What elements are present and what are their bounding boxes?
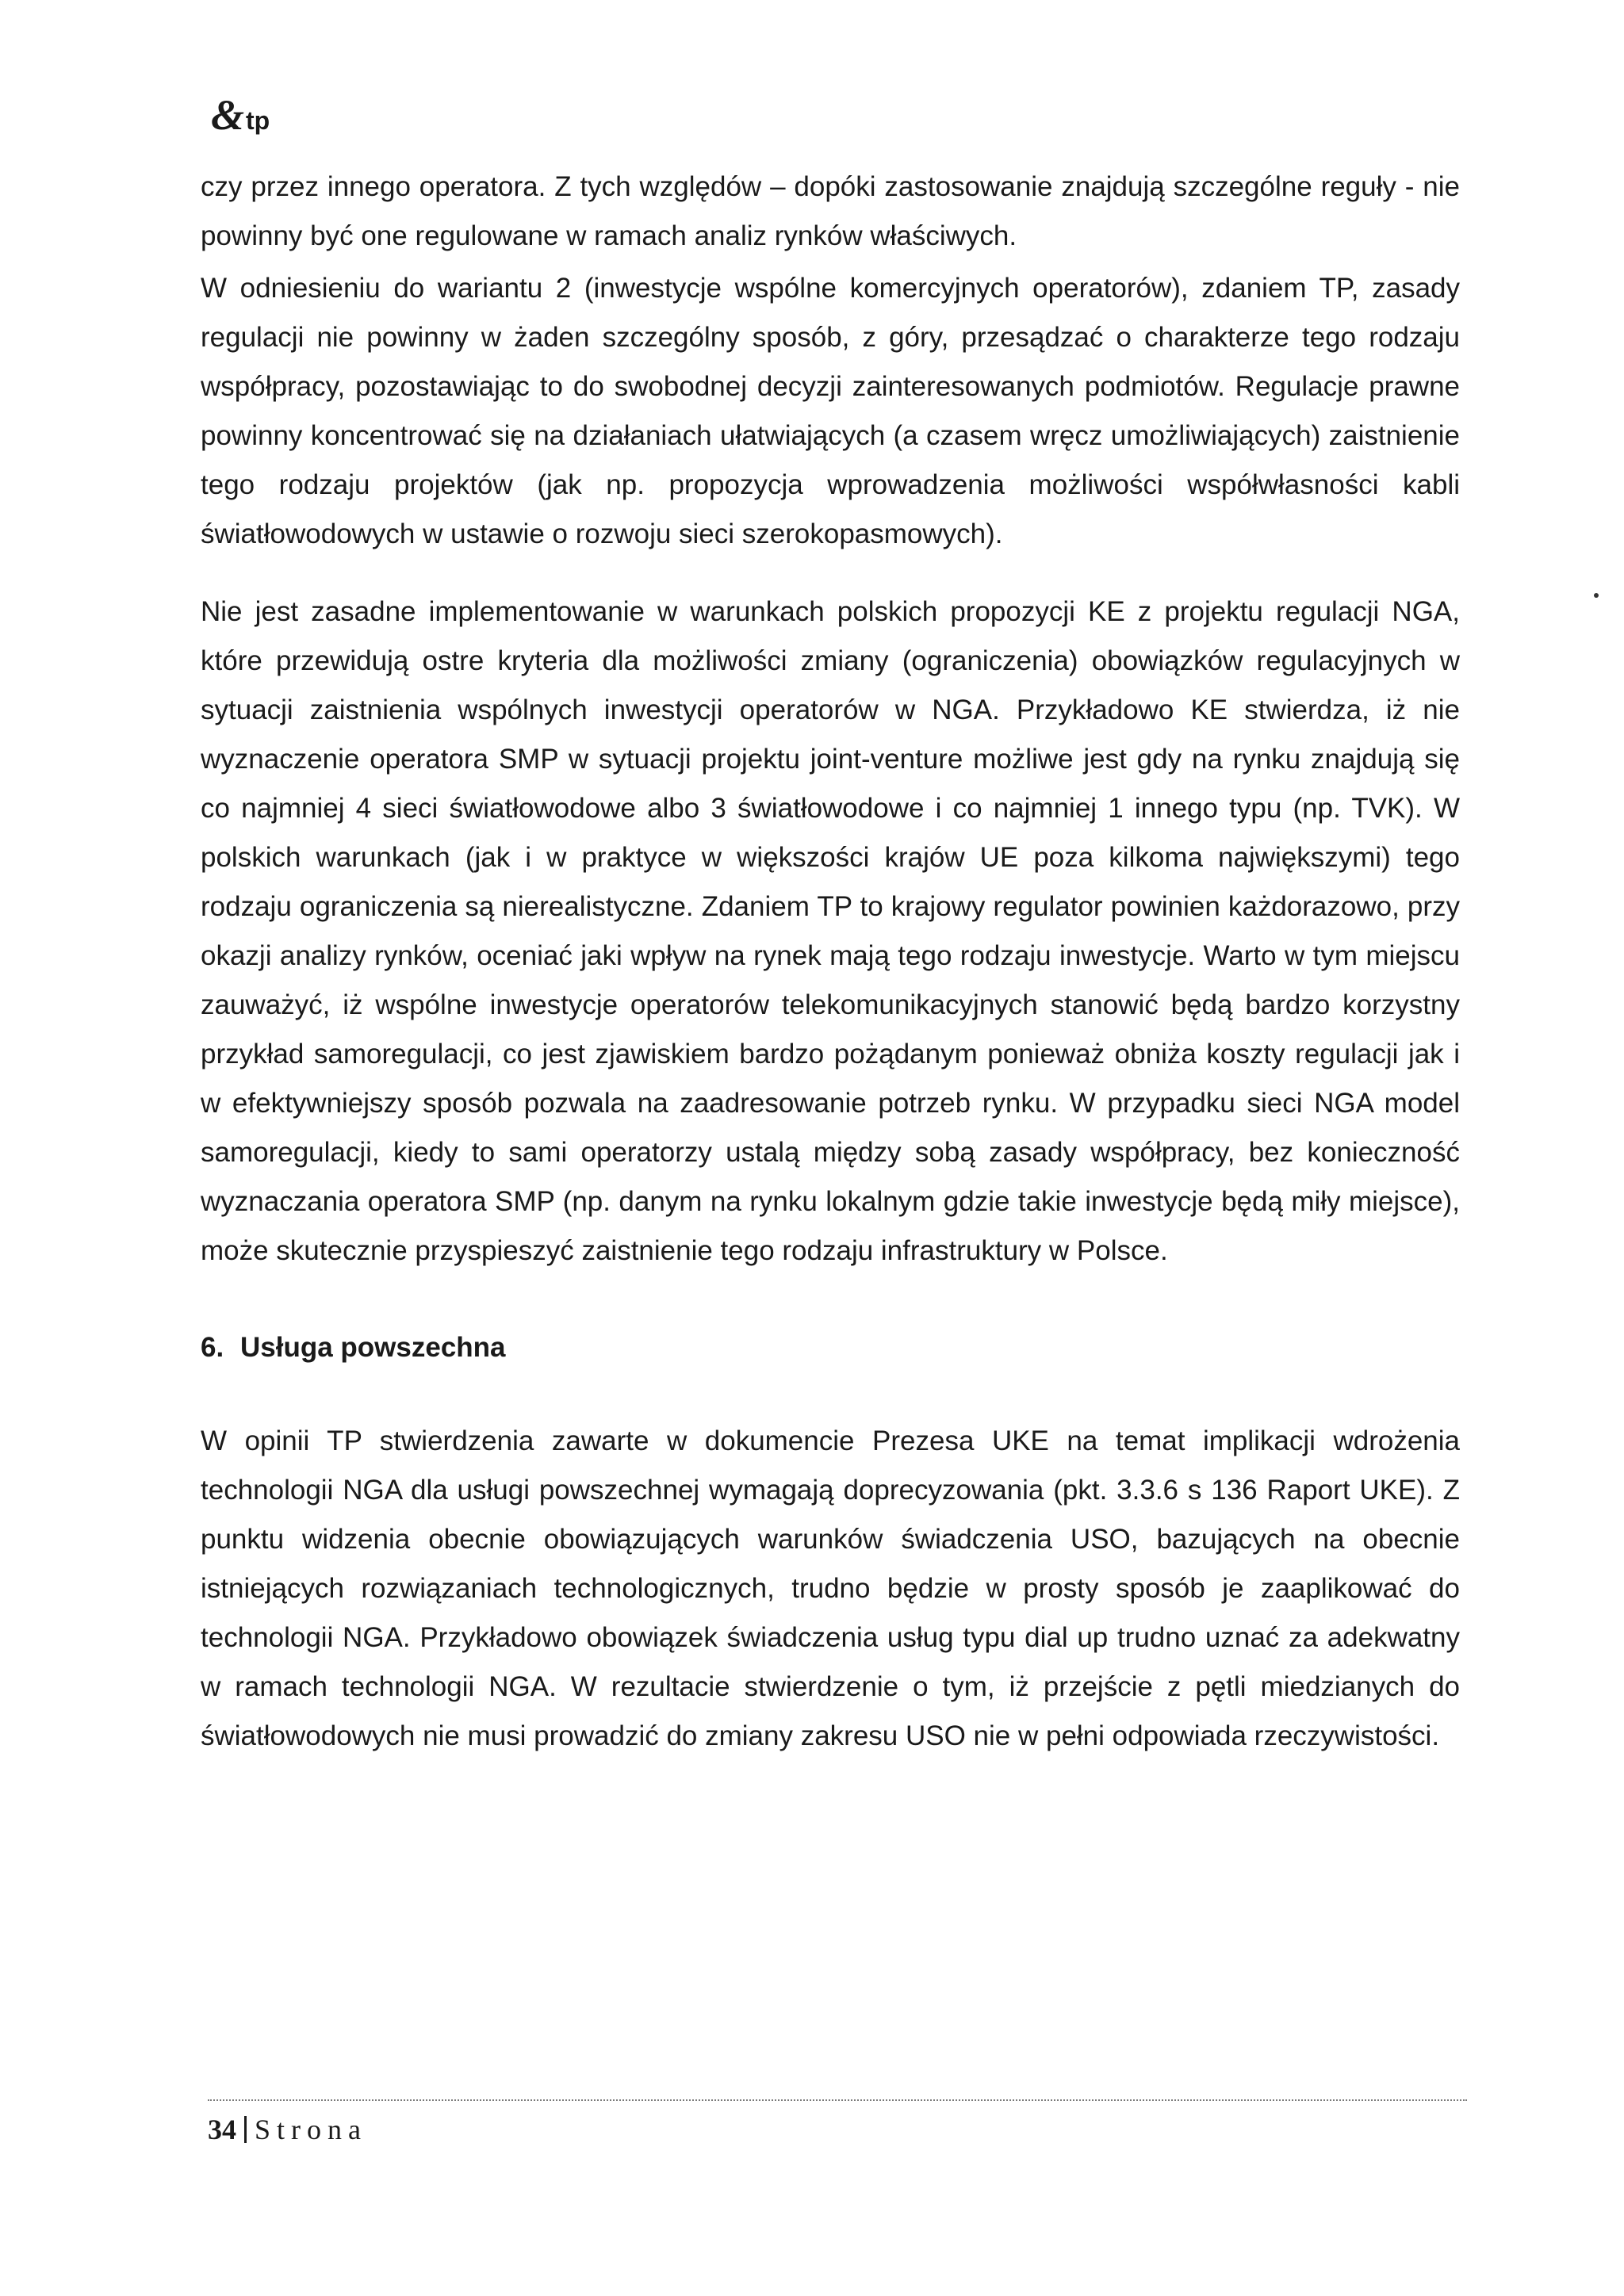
tp-logo bbox=[211, 91, 270, 139]
footer-divider bbox=[208, 2099, 1467, 2101]
section-number: 6. bbox=[201, 1332, 224, 1363]
section-title: Usługa powszechna bbox=[240, 1332, 506, 1363]
page-number: 34 bbox=[208, 2114, 236, 2145]
footer-separator bbox=[244, 2116, 247, 2143]
document-body bbox=[201, 163, 1460, 1761]
page-footer bbox=[208, 2112, 367, 2147]
paragraph-1: czy przez innego operatora. Z tych względów – dopóki zastosowanie znajdują szczególne reguły - nie powinny być one regulowane w ramach analiz rynków właściwych. bbox=[201, 171, 1460, 251]
section-heading bbox=[201, 1323, 1460, 1372]
paragraph-2: W odniesieniu do wariantu 2 (inwestycje wspólne komercyjnych operatorów), zdaniem TP, zasady regulacji nie powinny w żaden szczególny sposób, z góry, przesądzać o charakterze tego rodzaju współpracy, pozostawiając to do swobodnej decyzji zainteresowanych podmiotów. Regulacje prawne powinny koncentrować się na działaniach ułatwiających (a czasem wręcz umożliwiających) zaistnienie tego rodzaju projektów (jak np. propozycja wprowadzenia możliwości współwłasności kabli światłowodowych w ustawie o rozwoju sieci szerokopasmowych). bbox=[201, 273, 1460, 549]
page-label: Strona bbox=[255, 2114, 367, 2145]
paragraph-3: Nie jest zasadne implementowanie w warunkach polskich propozycji KE z projektu regulacji NGA, które przewidują ostre kryteria dla możliwości zmiany (ograniczenia) obowiązków regulacyjnych w sytuacji zaistnienia wspólnych inwestycji operatorów w NGA. Przykładowo KE stwierdza, iż nie wyznaczenie operatora SMP w sytuacji projektu joint-venture możliwe jest gdy na rynku znajdują się co najmniej 4 sieci światłowodowe albo 3 światłowodowe i co najmniej 1 innego typu (np. TVK). W polskich warunkach (jak i w praktyce w większości krajów UE poza kilkoma największymi) tego rodzaju ograniczenia są nierealistyczne. Zdaniem TP to krajowy regulator powinien każdorazowo, przy okazji analizy rynków, oceniać jaki wpływ na rynek mają tego rodzaju inwestycje. Warto w tym miejscu zauważyć, iż wspólne inwestycje operatorów telekomunikacyjnych stanowić będą bardzo korzystny przykład samoregulacji, co jest zjawiskiem bardzo pożądanym ponieważ obniża koszty regulacji jak i w efektywniejszy sposób pozwala na zaadresowanie potrzeb rynku. W przypadku sieci NGA model samoregulacji, kiedy to sami operatorzy ustalą między sobą zasady współpracy, bez konieczność wyznaczania operatora SMP (np. danym na rynku lokalnym gdzie takie inwestycje będą miły miejsce), może skutecznie przyspieszyć zaistnienie tego rodzaju infrastruktury w Polsce. bbox=[201, 596, 1460, 1266]
logo-ampersand-icon: & bbox=[211, 91, 245, 139]
section-paragraph: W opinii TP stwierdzenia zawarte w dokumencie Prezesa UKE na temat implikacji wdrożenia technologii NGA dla usługi powszechnej wymagają doprecyzowania (pkt. 3.3.6 s 136 Raport UKE). Z punktu widzenia obecnie obowiązujących warunków świadczenia USO, bazujących na obecnie istniejących rozwiązaniach technologicznych, trudno będzie w prosty sposób je zaaplikować do technologii NGA. Przykładowo obowiązek świadczenia usług typu dial up trudno uznać za adekwatny w ramach technologii NGA. W rezultacie stwierdzenie o tym, iż przejście z pętli miedzianych do światłowodowych nie musi prowadzić do zmiany zakresu USO nie w pełni odpowiada rzeczywistości. bbox=[201, 1425, 1460, 1751]
scan-dot-icon bbox=[1594, 593, 1599, 598]
logo-text: tp bbox=[246, 106, 270, 135]
